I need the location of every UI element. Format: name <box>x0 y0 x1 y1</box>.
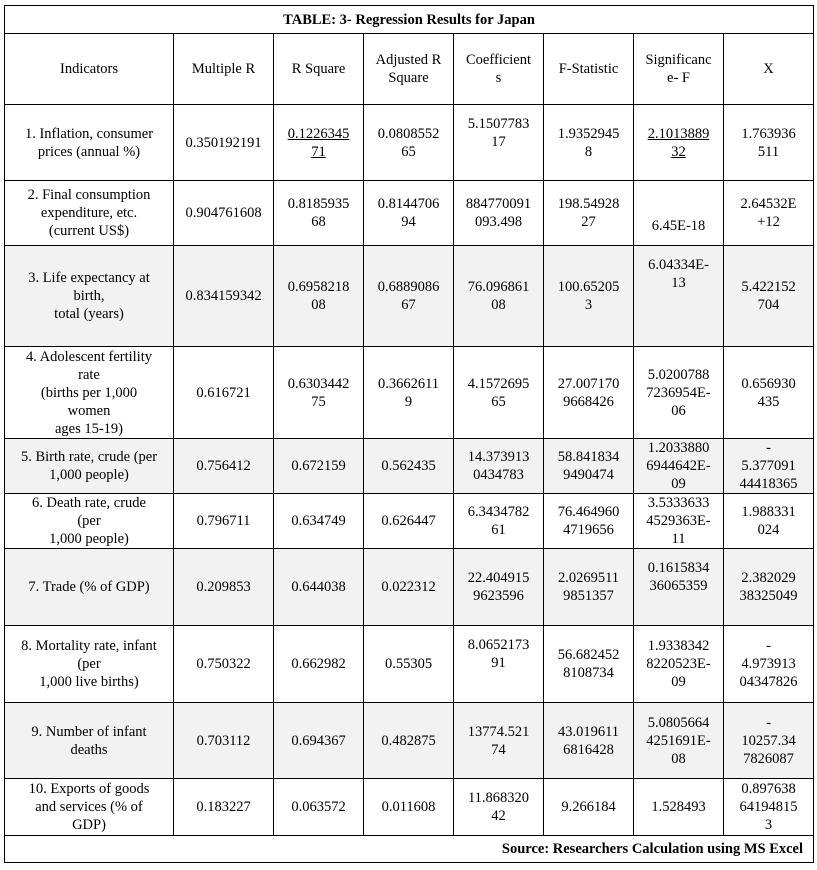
table-title-row <box>5 6 814 34</box>
table-cell: 11.868320 42 <box>454 779 544 836</box>
table-cell: 0.8185935 68 <box>274 181 364 246</box>
table-cell: - 4.973913 04347826 <box>724 626 814 703</box>
table-cell: 6.04334E- 13 <box>634 246 724 347</box>
table-cell: 76.096861 08 <box>454 246 544 347</box>
table-cell: 0.1615834 36065359 <box>634 549 724 626</box>
column-header: X <box>724 34 814 105</box>
table-cell: 0.8144706 94 <box>364 181 454 246</box>
table-cell: 0.6889086 67 <box>364 246 454 347</box>
table-cell: 0.616721 <box>174 347 274 439</box>
regression-table-wrapper <box>4 5 813 863</box>
table-row <box>5 439 814 494</box>
table-cell: 43.019611 6816428 <box>544 703 634 779</box>
table-cell: 0.183227 <box>174 779 274 836</box>
indicator-cell: 5. Birth rate, crude (per 1,000 people) <box>5 439 174 494</box>
table-title: TABLE: 3- Regression Results for Japan <box>5 6 814 34</box>
table-cell: 0.634749 <box>274 494 364 549</box>
table-cell: 0.656930 435 <box>724 347 814 439</box>
indicator-cell: 6. Death rate, crude (per 1,000 people) <box>5 494 174 549</box>
source-note: Source: Researchers Calculation using MS Excel <box>5 836 814 863</box>
table-row <box>5 779 814 836</box>
table-row <box>5 181 814 246</box>
table-cell: 22.404915 9623596 <box>454 549 544 626</box>
table-cell: 1.988331 024 <box>724 494 814 549</box>
indicator-cell: 8. Mortality rate, infant (per 1,000 live births) <box>5 626 174 703</box>
table-row <box>5 347 814 439</box>
column-header: Multiple R <box>174 34 274 105</box>
table-cell: 0.6303442 75 <box>274 347 364 439</box>
table-cell: - 5.377091 44418365 <box>724 439 814 494</box>
table-cell: 5.0805664 4251691E- 08 <box>634 703 724 779</box>
table-row <box>5 105 814 181</box>
table-cell: 6.45E-18 <box>634 181 724 246</box>
indicator-cell: 3. Life expectancy at birth, total (years) <box>5 246 174 347</box>
table-cell: 14.373913 0434783 <box>454 439 544 494</box>
table-cell: 13774.521 74 <box>454 703 544 779</box>
table-cell: 0.0808552 65 <box>364 105 454 181</box>
table-cell: 0.662982 <box>274 626 364 703</box>
indicator-cell: 1. Inflation, consumer prices (annual %) <box>5 105 174 181</box>
table-cell: 56.682452 8108734 <box>544 626 634 703</box>
column-header: Coefficient s <box>454 34 544 105</box>
source-row <box>5 836 814 863</box>
indicator-cell: 10. Exports of goods and services (% of GDP) <box>5 779 174 836</box>
table-cell: 0.55305 <box>364 626 454 703</box>
column-header: Adjusted R Square <box>364 34 454 105</box>
table-cell: 1.2033880 6944642E- 09 <box>634 439 724 494</box>
table-cell: 2.0269511 9851357 <box>544 549 634 626</box>
table-cell: 100.65205 3 <box>544 246 634 347</box>
table-row <box>5 626 814 703</box>
table-cell: 5.422152 704 <box>724 246 814 347</box>
table-cell: 198.54928 27 <box>544 181 634 246</box>
indicator-cell: 2. Final consumption expenditure, etc. (current US$) <box>5 181 174 246</box>
column-header: R Square <box>274 34 364 105</box>
table-cell: - 10257.34 7826087 <box>724 703 814 779</box>
table-cell: 0.904761608 <box>174 181 274 246</box>
table-cell: 0.022312 <box>364 549 454 626</box>
table-cell: 0.694367 <box>274 703 364 779</box>
table-cell: 0.011608 <box>364 779 454 836</box>
table-row <box>5 246 814 347</box>
table-cell: 884770091 093.498 <box>454 181 544 246</box>
table-cell: 4.1572695 65 <box>454 347 544 439</box>
table-cell: 0.672159 <box>274 439 364 494</box>
table-cell: 0.834159342 <box>174 246 274 347</box>
table-cell: 0.756412 <box>174 439 274 494</box>
table-cell: 0.063572 <box>274 779 364 836</box>
column-header: Significanc e- F <box>634 34 724 105</box>
table-cell: 9.266184 <box>544 779 634 836</box>
table-header-row <box>5 34 814 105</box>
regression-table <box>4 5 814 863</box>
table-cell: 0.209853 <box>174 549 274 626</box>
indicator-cell: 7. Trade (% of GDP) <box>5 549 174 626</box>
table-cell: 0.6958218 08 <box>274 246 364 347</box>
table-row <box>5 549 814 626</box>
indicator-cell: 9. Number of infant deaths <box>5 703 174 779</box>
table-cell: 76.464960 4719656 <box>544 494 634 549</box>
table-cell: 5.1507783 17 <box>454 105 544 181</box>
table-row <box>5 703 814 779</box>
table-cell: 2.1013889 32 <box>634 105 724 181</box>
table-cell: 0.562435 <box>364 439 454 494</box>
table-cell: 1.528493 <box>634 779 724 836</box>
table-cell: 3.5333633 4529363E- 11 <box>634 494 724 549</box>
table-cell: 1.9338342 8220523E- 09 <box>634 626 724 703</box>
table-cell: 0.350192191 <box>174 105 274 181</box>
table-cell: 1.763936 511 <box>724 105 814 181</box>
table-cell: 6.3434782 61 <box>454 494 544 549</box>
indicator-cell: 4. Adolescent fertility rate (births per 1,000 women ages 15-19) <box>5 347 174 439</box>
table-cell: 58.841834 9490474 <box>544 439 634 494</box>
table-cell: 8.0652173 91 <box>454 626 544 703</box>
table-cell: 5.0200788 7236954E- 06 <box>634 347 724 439</box>
table-cell: 0.897638 64194815 3 <box>724 779 814 836</box>
table-cell: 2.382029 38325049 <box>724 549 814 626</box>
table-cell: 1.9352945 8 <box>544 105 634 181</box>
table-cell: 0.796711 <box>174 494 274 549</box>
table-cell: 27.007170 9668426 <box>544 347 634 439</box>
table-row <box>5 494 814 549</box>
table-cell: 0.1226345 71 <box>274 105 364 181</box>
table-cell: 0.3662611 9 <box>364 347 454 439</box>
table-cell: 0.626447 <box>364 494 454 549</box>
column-header: Indicators <box>5 34 174 105</box>
table-cell: 0.750322 <box>174 626 274 703</box>
table-cell: 0.482875 <box>364 703 454 779</box>
table-cell: 0.644038 <box>274 549 364 626</box>
column-header: F-Statistic <box>544 34 634 105</box>
table-cell: 2.64532E +12 <box>724 181 814 246</box>
table-cell: 0.703112 <box>174 703 274 779</box>
